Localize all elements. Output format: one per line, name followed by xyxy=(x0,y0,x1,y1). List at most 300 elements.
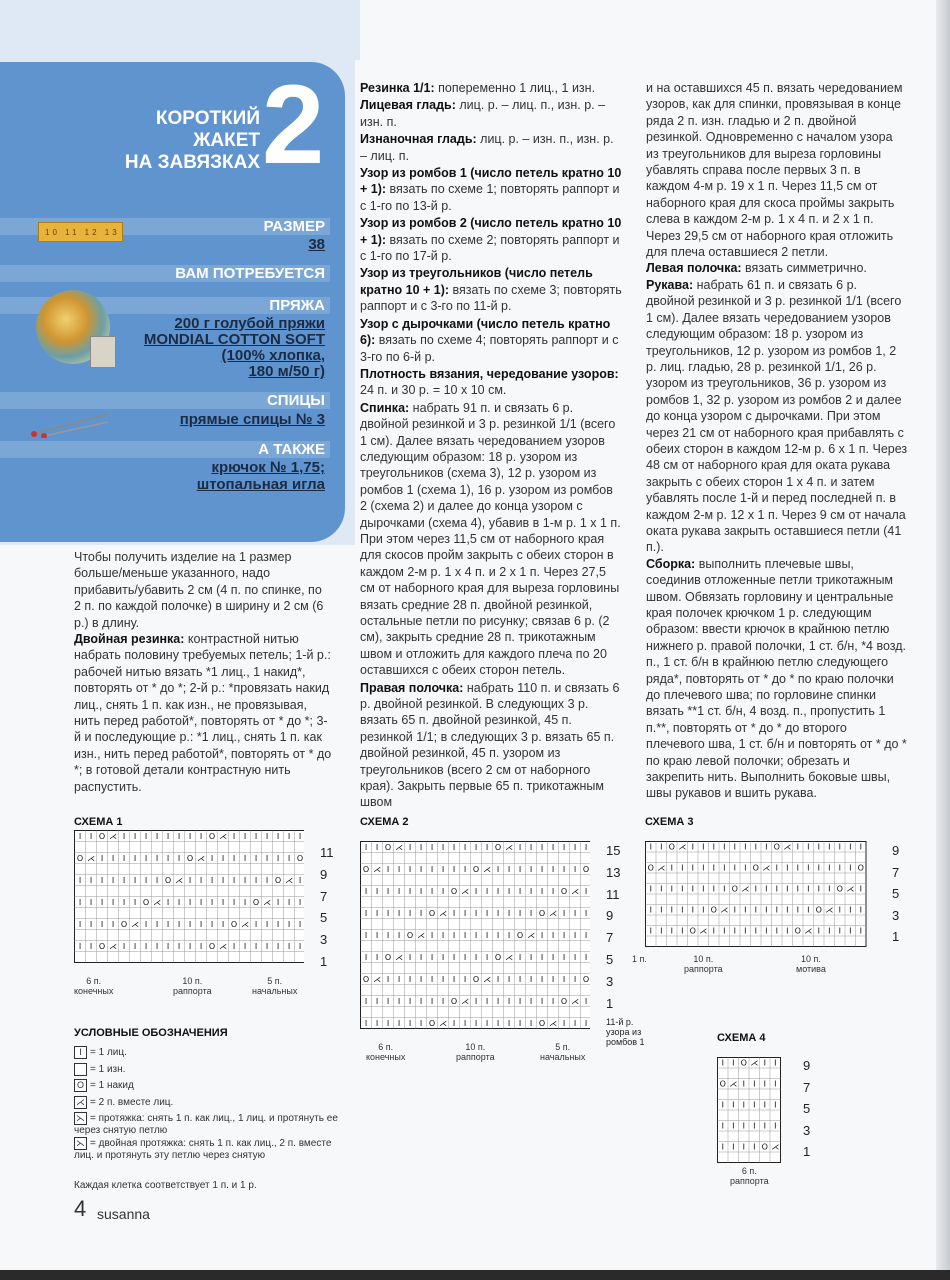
row-number: 7 xyxy=(320,888,328,904)
stitch-symbol: ⋌ xyxy=(241,920,249,929)
paragraph-heading: Лицевая гладь: xyxy=(360,98,456,113)
stitch-symbol: I xyxy=(430,865,434,874)
paragraph: Узор из ромбов 1 (число петель кратно 10 + 1): вязать по схеме 1; повторять раппорт и с 1-го по 13-й р. xyxy=(360,166,622,213)
stitch-symbol: I xyxy=(364,909,368,918)
stitch-symbol: I xyxy=(744,842,747,852)
stitch-symbol: I xyxy=(744,926,747,936)
chart-3-title: СХЕМА 3 xyxy=(645,816,694,828)
stitch-symbol: I xyxy=(702,863,705,873)
legend-item xyxy=(74,1137,344,1162)
stitch-symbol: I xyxy=(732,1058,735,1068)
stitch-symbol: O xyxy=(362,865,370,874)
stitch-symbol: O xyxy=(794,926,801,936)
stitch-symbol: I xyxy=(485,997,489,1006)
stitch-symbol: I xyxy=(166,942,170,951)
stitch-symbol: I xyxy=(463,953,467,962)
stitch-symbol: I xyxy=(386,909,390,918)
stitch-symbol: ⋌ xyxy=(263,898,271,907)
stitch-symbol: I xyxy=(89,898,93,907)
paragraph-heading: Плотность вязания, чередование узоров: xyxy=(360,366,619,381)
stitch-symbol: I xyxy=(210,898,214,907)
stitch-symbol: ⋌ xyxy=(87,854,95,863)
stitch-symbol: I xyxy=(551,843,555,852)
stitch-symbol: I xyxy=(155,920,159,929)
stitch-symbol: I xyxy=(540,865,544,874)
stitch-symbol: I xyxy=(670,863,673,873)
stitch-symbol: O xyxy=(731,884,738,894)
stitch-symbol: I xyxy=(221,876,225,885)
stitch-symbol: O xyxy=(230,920,238,929)
row-number: 5 xyxy=(606,952,614,967)
stitch-symbol: I xyxy=(419,843,423,852)
stitch-symbol: ⋌ xyxy=(395,843,403,852)
stitch-symbol: I xyxy=(753,1079,756,1089)
row-number: 9 xyxy=(803,1058,811,1073)
row-number: 3 xyxy=(606,973,614,989)
stitch-symbol: I xyxy=(496,1019,500,1028)
stitch-symbol: I xyxy=(386,1019,390,1028)
stitch-symbol: I xyxy=(265,876,269,885)
page-number: 4 xyxy=(74,1196,87,1221)
stitch-symbol: I xyxy=(287,920,291,929)
stitch-symbol: ⋌ xyxy=(417,931,425,940)
stitch-symbol: ⋌ xyxy=(439,1019,447,1028)
stitch-symbol: I xyxy=(485,931,489,940)
row-number: 3 xyxy=(803,1122,811,1138)
stitch-symbol: I xyxy=(753,1100,756,1110)
stitch-symbol: I xyxy=(166,920,170,929)
stitch-symbol: ⋌ xyxy=(699,926,708,936)
paragraph-heading: Узор из ромбов 2 (число петель кратно 10 + 1): xyxy=(360,216,622,247)
stitch-symbol: I xyxy=(660,884,663,894)
stitch-symbol: I xyxy=(254,876,258,885)
stitch-symbol: I xyxy=(529,997,533,1006)
stitch-symbol: I xyxy=(386,865,390,874)
stitch-symbol: I xyxy=(765,926,768,936)
stitch-symbol: I xyxy=(408,975,412,984)
paragraph-heading: Двойная резинка: xyxy=(74,632,185,647)
stitch-symbol: I xyxy=(774,1058,777,1068)
stitch-symbol: I xyxy=(210,920,214,929)
stitch-symbol: I xyxy=(254,854,258,863)
row-number: 1 xyxy=(320,954,328,969)
row-number: 5 xyxy=(320,910,328,926)
stitch-symbol: I xyxy=(518,909,522,918)
stitch-symbol: I xyxy=(232,942,236,951)
stitch-symbol: I xyxy=(144,942,148,951)
stitch-symbol: I xyxy=(817,842,820,852)
stitch-symbol: I xyxy=(78,876,82,885)
stitch-symbol: I xyxy=(796,884,799,894)
stitch-symbol: I xyxy=(562,1019,566,1028)
yarn-line-2: MONDIAL COTTON SOFT xyxy=(143,331,325,348)
stitch-symbol: I xyxy=(507,865,511,874)
stitch-symbol: I xyxy=(562,843,566,852)
stitch-symbol: O xyxy=(740,1058,747,1068)
stitch-symbol: ⋌ xyxy=(571,887,579,896)
stitch-symbol: ⋌ xyxy=(750,1058,759,1068)
stitch-symbol: I xyxy=(496,997,500,1006)
stitch-symbol: I xyxy=(144,920,148,929)
stitch-symbol: O xyxy=(582,865,590,874)
stitch-symbol: I xyxy=(518,953,522,962)
stitch-symbol: I xyxy=(744,905,747,915)
stitch-symbol: I xyxy=(364,843,368,852)
legend-title: УСЛОВНЫЕ ОБОЗНАЧЕНИЯ xyxy=(74,1027,228,1039)
stitch-symbol: I xyxy=(188,920,192,929)
stitch-symbol: I xyxy=(681,884,684,894)
yarn-line-3: (100% хлопка, xyxy=(221,347,325,364)
stitch-symbol: I xyxy=(732,1121,735,1131)
stitch-symbol: I xyxy=(463,931,467,940)
row-number: 13 xyxy=(606,864,621,880)
stitch-symbol: O xyxy=(98,832,106,841)
stitch-symbol: I xyxy=(562,931,566,940)
stitch-symbol: I xyxy=(441,931,445,940)
stitch-symbol: I xyxy=(723,842,726,852)
stitch-symbol: I xyxy=(386,975,390,984)
stitch-symbol: ⋌ xyxy=(527,931,535,940)
stitch-symbol: I xyxy=(276,942,280,951)
stitch-symbol: I xyxy=(199,832,203,841)
stitch-symbol: I xyxy=(78,832,82,841)
stitch-symbol: I xyxy=(828,926,831,936)
stitch-symbol: I xyxy=(529,887,533,896)
stitch-symbol: I xyxy=(518,975,522,984)
stitch-symbol: I xyxy=(529,975,533,984)
stitch-symbol: I xyxy=(364,953,368,962)
stitch-symbol: I xyxy=(649,842,652,852)
stitch-symbol: I xyxy=(859,884,862,894)
stitch-symbol: I xyxy=(441,843,445,852)
stitch-symbol: I xyxy=(78,898,82,907)
also-line-2: штопальная игла xyxy=(196,476,325,493)
stitch-symbol: ⋌ xyxy=(825,905,834,915)
stitch-symbol: I xyxy=(670,926,673,936)
stitch-symbol: I xyxy=(452,953,456,962)
stitch-symbol: ⋌ xyxy=(571,997,579,1006)
stitch-symbol: I xyxy=(849,926,852,936)
stitch-symbol: I xyxy=(774,1121,777,1131)
chart-caption: 10 п. раппорта xyxy=(173,976,212,996)
stitch-symbol: I xyxy=(529,865,533,874)
need-label: ВАМ ПОТРЕБУЕТСЯ xyxy=(175,265,325,282)
legend-text: = 1 изн. xyxy=(90,1063,126,1075)
paragraph: Сборка: выполнить плечевые швы, соединив отложенные петли трикотажным швом. Обвязать горловину и центральные края полочек крючком 1 р. следующим образом: ввести крючок в крайнюю петлю нижнего р. правой полочки, 1 ст. б/н, *4 возд. п., 1 ст. б/н в крайнюю петлю следующего ряда*, повторять от * до * по краю полочки до плечевого шва; по горловине спинки вязать **1 ст. б/н, 4 возд. п., пропустить 1 п.**, повторять от * до * до второго плечевого шва, 1 ст. б/н и повторять от * до * по краю левой полочки; обрезать и закрепить нить. Выполнить боковые швы, швы рукавов и вшить рукава. xyxy=(646,556,907,801)
stitch-symbol: I xyxy=(529,953,533,962)
stitch-symbol: I xyxy=(397,1019,401,1028)
stitch-symbol: I xyxy=(155,854,159,863)
stitch-symbol: I xyxy=(744,863,747,873)
stitch-symbol: I xyxy=(763,1079,766,1089)
stitch-symbol: I xyxy=(441,887,445,896)
chart-caption: 5 п. начальных xyxy=(540,1042,586,1062)
stitch-symbol: I xyxy=(702,842,705,852)
stitch-symbol: I xyxy=(452,843,456,852)
stitch-symbol: I xyxy=(199,876,203,885)
stitch-symbol: I xyxy=(177,942,181,951)
stitch-symbol: O xyxy=(208,942,216,951)
stitch-symbol: I xyxy=(742,1079,745,1089)
stitch-symbol: I xyxy=(712,926,715,936)
stitch-symbol: I xyxy=(397,909,401,918)
stitch-symbol: I xyxy=(364,1019,368,1028)
stitch-symbol: I xyxy=(796,842,799,852)
stitch-symbol: I xyxy=(681,863,684,873)
stitch-symbol: O xyxy=(164,876,172,885)
stitch-symbol: I xyxy=(691,842,694,852)
chart-1-grid xyxy=(74,830,304,970)
stitch-symbol: I xyxy=(496,887,500,896)
stitch-symbol: I xyxy=(474,843,478,852)
stitch-symbol: I xyxy=(721,1121,724,1131)
stitch-symbol: I xyxy=(649,905,652,915)
paragraph-heading: Резинка 1/1: xyxy=(360,81,435,95)
paragraph: Узор с дырочками (число петель кратно 6): вязать по схеме 4; повторять раппорт и с 3-го по 6-й р. xyxy=(360,316,619,364)
stitch-symbol: O xyxy=(406,931,414,940)
stitch-symbol: I xyxy=(775,863,778,873)
stitch-symbol: I xyxy=(210,854,214,863)
stitch-symbol: I xyxy=(111,898,115,907)
stitch-symbol: ⋌ xyxy=(153,898,161,907)
stitch-symbol: I xyxy=(430,975,434,984)
stitch-symbol: O xyxy=(538,1019,546,1028)
stitch-symbol: I xyxy=(375,931,379,940)
legend-text: = 1 лиц. xyxy=(90,1047,127,1059)
stitch-symbol: ⋌ xyxy=(373,865,381,874)
stitch-symbol: I xyxy=(111,854,115,863)
instructions-column-right xyxy=(646,80,908,802)
stitch-symbol: I xyxy=(265,942,269,951)
stitch-symbol: I xyxy=(408,997,412,1006)
stitch-symbol: I xyxy=(408,865,412,874)
chart-2-title: СХЕМА 2 xyxy=(360,816,409,828)
blue-background-top xyxy=(160,0,360,60)
stitch-symbol: I xyxy=(441,953,445,962)
stitch-symbol: I xyxy=(375,843,379,852)
stitch-symbol: I xyxy=(430,931,434,940)
chart-4-title: СХЕМА 4 xyxy=(717,1032,766,1044)
stitch-symbol: I xyxy=(754,884,757,894)
stitch-symbol: O xyxy=(296,854,304,863)
stitch-symbol: O xyxy=(516,931,524,940)
stitch-symbol: I xyxy=(232,854,236,863)
stitch-symbol: I xyxy=(518,1019,522,1028)
stitch-symbol: I xyxy=(723,884,726,894)
stitch-symbol: I xyxy=(584,843,588,852)
stitch-symbol: I xyxy=(397,887,401,896)
stitch-symbol: I xyxy=(188,942,192,951)
row-number: 1 xyxy=(803,1144,811,1159)
stitch-symbol: I xyxy=(584,931,588,940)
stitch-symbol: I xyxy=(430,997,434,1006)
stitch-symbol: I xyxy=(670,884,673,894)
stitch-symbol: I xyxy=(375,909,379,918)
stitch-symbol: I xyxy=(817,926,820,936)
magazine-brand: susanna xyxy=(97,1206,150,1222)
stitch-symbol: I xyxy=(397,931,401,940)
stitch-symbol: I xyxy=(78,942,82,951)
stitch-symbol: I xyxy=(89,942,93,951)
stitch-symbol: I xyxy=(562,865,566,874)
stitch-symbol: ⋌ xyxy=(483,865,491,874)
stitch-symbol: ⋌ xyxy=(783,842,792,852)
stitch-symbol: I xyxy=(507,909,511,918)
row-number: 7 xyxy=(606,930,614,946)
stitch-symbol: I xyxy=(155,942,159,951)
stitch-symbol: I xyxy=(723,926,726,936)
stitch-symbol: I xyxy=(144,854,148,863)
stitch-symbol: I xyxy=(732,1100,735,1110)
stitch-symbol: I xyxy=(221,898,225,907)
stitch-symbol: I xyxy=(122,942,126,951)
knitting-needles-icon xyxy=(30,408,110,438)
row-number: 11 xyxy=(606,886,620,902)
stitch-symbol: I xyxy=(89,876,93,885)
stitch-symbol: I xyxy=(463,843,467,852)
stitch-symbol: I xyxy=(562,975,566,984)
stitch-symbol: I xyxy=(540,975,544,984)
stitch-symbol: I xyxy=(584,1019,588,1028)
stitch-symbol: ⋌ xyxy=(846,884,855,894)
paragraph: Двойная резинка: контрастной нитью набрать половину требуемых петель; 1-й р.: рабочей нитью вязать *1 лиц., 1 накид*, повторять от * до *; 2-й р.: *провязать накид лиц., снять 1 п. как изн., не провязывая, нить перед работой*, повторять от * до *; 3-й и последующие р.: *1 лиц., снять 1 п. как изн., нить перед работой*, повторять от * до *; в готовой детали контрастную нить распустить. xyxy=(74,632,332,794)
paragraph: Узор из ромбов 2 (число петель кратно 10 + 1): вязать по схеме 2; повторять раппорт и с 1-го по 17-й р. xyxy=(360,216,622,264)
stitch-symbol: O xyxy=(815,905,822,915)
stitch-symbol: I xyxy=(177,898,181,907)
stitch-symbol: I xyxy=(100,920,104,929)
stitch-symbol: I xyxy=(540,843,544,852)
chart-caption: 5 п. начальных xyxy=(252,976,298,996)
stitch-symbol: I xyxy=(243,832,247,841)
legend-symbol-icon: ⋋ xyxy=(76,1137,85,1148)
stitch-symbol: I xyxy=(441,975,445,984)
chart-caption: 10 п. раппорта xyxy=(456,1042,495,1062)
stitch-symbol: I xyxy=(529,1019,533,1028)
stitch-symbol: ⋌ xyxy=(505,843,513,852)
stitch-symbol: I xyxy=(463,909,467,918)
stitch-symbol: ⋌ xyxy=(461,997,469,1006)
stitch-symbol: I xyxy=(463,865,467,874)
stitch-symbol: I xyxy=(298,898,302,907)
stitch-symbol: I xyxy=(408,1019,412,1028)
paragraph: Чтобы получить изделие на 1 размер больше/меньше указанного, надо прибавить/убавить 2 см (4 п. по спинке, по 2 п. по каждой полочке) в ширину и 2 см (6 р.) в длину. xyxy=(74,550,324,630)
stitch-symbol: I xyxy=(529,909,533,918)
stitch-symbol: O xyxy=(98,942,106,951)
stitch-symbol: I xyxy=(807,842,810,852)
stitch-symbol: I xyxy=(753,1142,756,1152)
stitch-symbol: O xyxy=(719,1079,726,1089)
paragraph-heading: Изнаночная гладь: xyxy=(360,132,477,147)
stitch-symbol: I xyxy=(100,876,104,885)
paragraph: Правая полочка: набрать 110 п. и связать 6 р. двойной резинкой. В следующих 3 р. вязать 65 п. двойной резинкой, 45 п. резинкой 1/1; в следующих 3 р. вязать 65 п. двойной резинкой, 45 п. узором из треугольников (всего 2 см от наборного края). Закрыть первые 65 п. трикотажным швом xyxy=(360,680,620,810)
stitch-symbol: I xyxy=(660,842,663,852)
paragraph: Левая полочка: вязать симметрично. xyxy=(646,261,867,276)
paragraph: Узор из треугольников (число петель кратно 10 + 1): вязать по схеме 3; повторять раппорт и с 3-го по 11-й р. xyxy=(360,266,622,314)
stitch-symbol: ⋌ xyxy=(219,942,227,951)
stitch-symbol: I xyxy=(774,1079,777,1089)
stitch-symbol: I xyxy=(551,865,555,874)
stitch-symbol: I xyxy=(364,931,368,940)
stitch-symbol: I xyxy=(551,975,555,984)
stitch-symbol: I xyxy=(474,909,478,918)
also-label: А ТАКЖЕ xyxy=(258,441,325,458)
stitch-symbol: I xyxy=(540,953,544,962)
row-number: 3 xyxy=(320,932,328,948)
stitch-symbol: I xyxy=(375,997,379,1006)
yarn-line-1: 200 г голубой пряжи xyxy=(174,315,325,332)
stitch-symbol: I xyxy=(133,942,137,951)
stitch-symbol: I xyxy=(210,876,214,885)
stitch-symbol: I xyxy=(375,1019,379,1028)
stitch-symbol: I xyxy=(681,926,684,936)
stitch-symbol: I xyxy=(265,854,269,863)
stitch-symbol: I xyxy=(100,898,104,907)
stitch-symbol: I xyxy=(796,905,799,915)
stitch-symbol: I xyxy=(287,898,291,907)
stitch-symbol: I xyxy=(518,843,522,852)
paragraph: Рукава: набрать 61 п. и связать 6 р. двойной резинкой и 3 р. резинкой 1/1 (всего 1 см). Далее вязать чередованием узоров следующим образом: 18 р. узором из треугольников, 12 р. узором из ромбов 1, 2 р. лиц. гладью, 28 р. резинкой 1/1, 26 р. узором из треугольников, 36 р. узором из ромбов 1, 32 р. узором из ромбов 2 и далее до конца узором с дырочками. При этом через 21 см от наборного края прибавлять с обеих сторон в каждом 12-м р. 6 х 1 п. Через 48 см от наборного края для оката рукава закрыть с обеих сторон 1 х 4 п. и затем убавлять после 1-й и перед последней п. в каждом 2-м р. 12 х 1 п. Через 9 см от начала оката рукава закрыть оставшиеся петли (41 п.). xyxy=(646,277,908,555)
stitch-symbol: O xyxy=(494,843,502,852)
chart-caption: 6 п. конечных xyxy=(366,1042,406,1062)
stitch-symbol: I xyxy=(838,863,841,873)
stitch-symbol: I xyxy=(188,876,192,885)
chart-4-grid xyxy=(717,1057,781,1163)
stitch-symbol: I xyxy=(518,997,522,1006)
stitch-symbol: I xyxy=(849,842,852,852)
stitch-symbol: I xyxy=(166,854,170,863)
stitch-symbol: O xyxy=(384,953,392,962)
paragraph: Изнаночная гладь: лиц. р. – изн. п., изн. р. – лиц. п. xyxy=(360,132,614,163)
stitch-symbol: I xyxy=(540,931,544,940)
stitch-symbol: I xyxy=(859,842,862,852)
legend-item xyxy=(74,1063,344,1076)
stitch-symbol: I xyxy=(177,854,181,863)
stitch-symbol: I xyxy=(364,887,368,896)
row-number: 7 xyxy=(892,864,900,880)
stitch-symbol: O xyxy=(120,920,128,929)
yarn-label: ПРЯЖА xyxy=(269,297,325,314)
stitch-symbol: I xyxy=(775,905,778,915)
stitch-symbol: I xyxy=(786,905,789,915)
paragraph-heading: Узор из треугольников (число петель кратно 10 + 1): xyxy=(360,266,593,297)
stitch-symbol: ⋌ xyxy=(483,975,491,984)
chart-3-grid xyxy=(645,841,875,947)
paragraph-heading: Левая полочка: xyxy=(646,261,742,276)
stitch-symbol: O xyxy=(428,909,436,918)
stitch-symbol: O xyxy=(362,975,370,984)
stitch-symbol: O xyxy=(560,997,568,1006)
row-number: 9 xyxy=(320,866,328,882)
stitch-symbol: I xyxy=(828,884,831,894)
stitch-symbol: I xyxy=(849,863,852,873)
stitch-symbol: I xyxy=(188,898,192,907)
stitch-symbol: ⋌ xyxy=(741,884,750,894)
stitch-symbol: I xyxy=(177,920,181,929)
stitch-symbol: I xyxy=(144,832,148,841)
stitch-symbol: I xyxy=(691,905,694,915)
stitch-symbol: I xyxy=(733,842,736,852)
stitch-symbol: I xyxy=(133,854,137,863)
stitch-symbol: I xyxy=(452,931,456,940)
chart-caption: 10 п. мотива xyxy=(796,954,826,974)
row-number: 9 xyxy=(892,843,900,858)
stitch-symbol: I xyxy=(849,905,852,915)
stitch-symbol: I xyxy=(712,884,715,894)
stitch-symbol: ⋌ xyxy=(771,1142,780,1152)
legend-symbol-icon xyxy=(74,1063,87,1076)
legend-symbol-icon: ⋋ xyxy=(76,1113,85,1123)
stitch-symbol: I xyxy=(775,884,778,894)
